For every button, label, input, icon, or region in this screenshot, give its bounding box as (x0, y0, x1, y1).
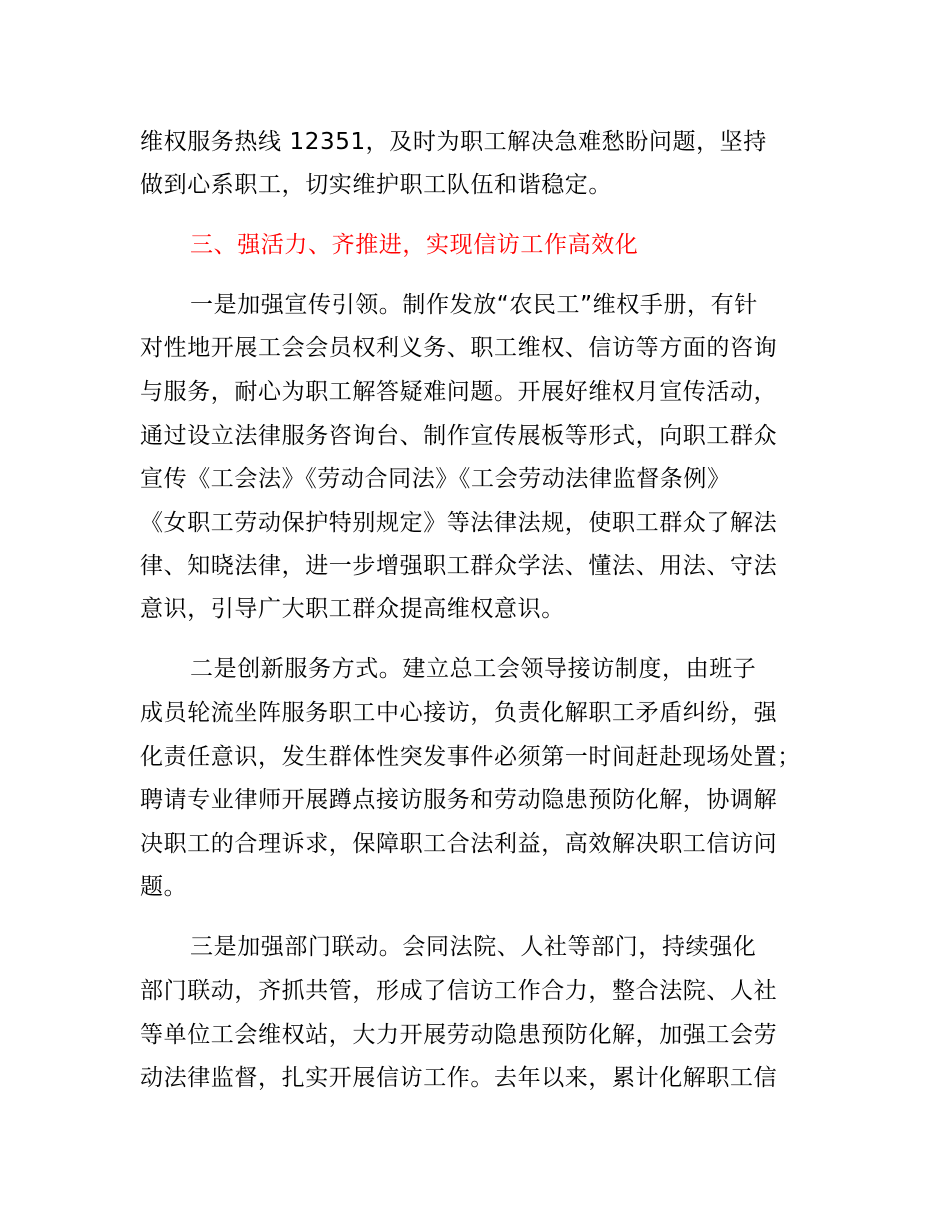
text-line: 意识，引导广大职工群众提高维权意识。 (140, 596, 565, 622)
text-line: 题。 (140, 874, 188, 900)
text-line: 决职工的合理诉求，保障职工合法利益，高效解决职工信访问 (140, 831, 778, 857)
text-line: 二是创新服务方式。建立总工会领导接访制度，由班子 (190, 656, 757, 682)
text-line: 一是加强宣传引领。制作发放“农民工”维权手册，有针 (190, 292, 758, 318)
text-line: 成员轮流坐阵服务职工中心接访，负责化解职工矛盾纠纷，强 (140, 700, 778, 726)
text-line: 与服务，耐心为职工解答疑难问题。开展好维权月宣传活动， (140, 379, 778, 405)
text-line: 三是加强部门联动。会同法院、人社等部门，持续强化 (190, 934, 757, 960)
text-line: 做到心系职工，切实维护职工队伍和谐稳定。 (140, 172, 612, 198)
text-line: 聘请专业律师开展蹲点接访服务和劳动隐患预防化解，协调解 (140, 787, 778, 813)
text-line: 律、知晓法律，进一步增强职工群众学法、懂法、用法、守法 (140, 553, 778, 579)
section-heading: 三、强活力、齐推进，实现信访工作高效化 (190, 232, 639, 258)
text-line: 化责任意识，发生群体性突发事件必须第一时间赶赴现场处置； (140, 744, 801, 770)
text-line: 部门联动，齐抓共管，形成了信访工作合力，整合法院、人社 (140, 978, 778, 1004)
text-line: 宣传《工会法》《劳动合同法》《工会劳动法律监督条例》 (140, 466, 731, 492)
text-line: 《女职工劳动保护特别规定》等法律法规，使职工群众了解法 (140, 510, 778, 536)
text-line: 对性地开展工会会员权利义务、职工维权、信访等方面的咨询 (140, 335, 778, 361)
text-line: 维权服务热线 12351，及时为职工解决急难愁盼问题，坚持 (140, 129, 767, 155)
text-line: 动法律监督，扎实开展信访工作。去年以来，累计化解职工信 (140, 1065, 778, 1091)
text-line: 通过设立法律服务咨询台、制作宣传展板等形式，向职工群众 (140, 423, 778, 449)
text-line: 等单位工会维权站，大力开展劳动隐患预防化解，加强工会劳 (140, 1022, 778, 1048)
